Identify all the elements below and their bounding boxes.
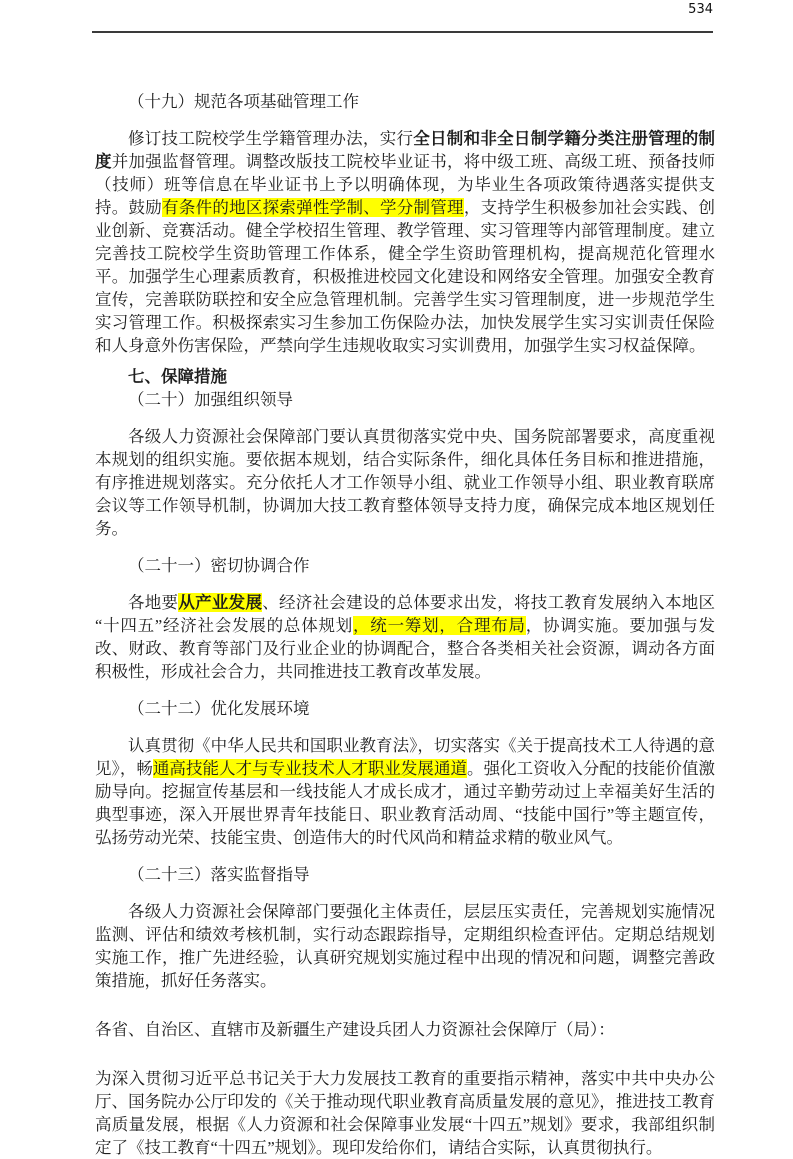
section-heading-20: （二十）加强组织领导 — [128, 390, 293, 409]
text-run: ，协调实施。要加强与发改、财政、教育等部门及行业企业的协调配合，整合各类相关社会资源，调动各方面积极性，形成社会合力，共同推进技工教育改革发展。 — [95, 616, 715, 681]
paragraph-23 — [95, 900, 715, 992]
text-run: 各地要 — [128, 593, 179, 612]
text-run-bold-highlighted: 从产业发展 — [178, 593, 263, 612]
text-run: 。强化工资收入分配的技能价值激励导向。挖掘宣传基层和一线技能人才成长成才，通过辛勤劳动过上幸福美好生活的典型事迹，深入开展世界青年技能日、职业教育活动周、“技能中国行”等主题宣传，弘扬劳动光荣、技能宝贵、创造伟大的时代风尚和精益求精的敬业风气。 — [95, 759, 716, 847]
paragraph-22 — [95, 734, 715, 849]
chapter-heading-7: 七、保障措施 — [128, 367, 227, 386]
closing-paragraph: 为深入贯彻习近平总书记关于大力发展技工教育的重要指示精神，落实中共中央办公厅、国务院办公厅印发的《关于推动现代职业教育高质量发展的意见》，推进技工教育高质量发展，根据《人力资源和社会保障事业发展“十四五”规划》要求，我部组织制定了《技工教育“十四五”规划》。现印发给你们，请结合实际，认真贯彻执行。 — [95, 1069, 715, 1157]
text-run: ，支持学生积极参加社会实践、创业创新、竞赛活动。健全学校招生管理、教学管理、实习管理等内部管理制度。建立完善技工院校学生资助管理工作体系，健全学生资助管理机构，提高规范化管理水平。加强学生心理素质教育，积极推进校园文化建设和网络安全管理。加强安全教育宣传，完善联防联控和安全应急管理机制。完善学生实习管理制度，进一步规范学生实习管理工作。积极探索实习生参加工伤保险办法，加快发展学生实习实训责任保险和人身意外伤害保险，严禁向学生违规收取实习实训费用，加强学生实习权益保障。 — [95, 198, 716, 355]
section-heading-19: （十九）规范各项基础管理工作 — [128, 92, 359, 111]
text-run-highlighted: 有条件的地区探索弹性学制、学分制管理 — [162, 198, 464, 217]
address-line: 各省、自治区、直辖市及新疆生产建设兵团人力资源社会保障厅（局）： — [95, 1020, 615, 1039]
section-heading-23: （二十三）落实监督指导 — [128, 865, 310, 884]
section-heading-21: （二十一）密切协调合作 — [128, 556, 310, 575]
section-heading-22: （二十二）优化发展环境 — [128, 699, 310, 718]
paragraph-19 — [95, 127, 715, 357]
paragraph-20 — [95, 425, 715, 540]
text-run: 各级人力资源社会保障部门要认真贯彻落实党中央、国务院部署要求，高度重视本规划的组织实施。要依据本规划，结合实际条件，细化具体任务目标和推进措施，有序推进规划落实。充分依托人才工作领导小组、就业工作领导小组、职业教育联席会议等工作领导机制，协调加大技工教育整体领导支持力度，确保完成本地区规划任务。 — [95, 427, 715, 538]
text-run: 、经济社会建设的总体要求出发，将技工教育发展纳入本地区“十四五”经济社会发展的总体规划 — [95, 593, 716, 635]
paragraph-21 — [95, 591, 715, 683]
text-run-bold: 全日制和非全日制学籍分类注册管理的制度 — [95, 129, 716, 171]
text-run: 认真贯彻《中华人民共和国职业教育法》，切实落实《关于提高技术工人待遇的意见》，畅 — [95, 736, 715, 778]
header-rule — [92, 31, 713, 33]
text-run: 各级人力资源社会保障部门要强化主体责任，层层压实责任，完善规划实施情况监测、评估和绩效考核机制，实行动态跟踪指导，定期组织检查评估。定期总结规划实施工作，推广先进经验，认真研究规划实施过程中出现的情况和问题，调整完善政策措施，抓好任务落实。 — [95, 902, 715, 990]
text-run-highlighted: ，统一筹划，合理布局 — [353, 616, 526, 635]
text-run: 并加强监督管理。调整改版技工院校毕业证书，将中级工班、高级工班、预备技师（技师）班等信息在毕业证书上予以明确体现，为毕业生各项政策待遇落实提供支持。鼓励 — [95, 152, 716, 217]
page-number: 534 — [688, 2, 713, 17]
document-body — [95, 90, 715, 1159]
text-run: 修订技工院校学生学籍管理办法，实行 — [128, 129, 414, 148]
text-run-highlighted: 通高技能人才与专业技术人才职业发展通道 — [152, 759, 468, 778]
